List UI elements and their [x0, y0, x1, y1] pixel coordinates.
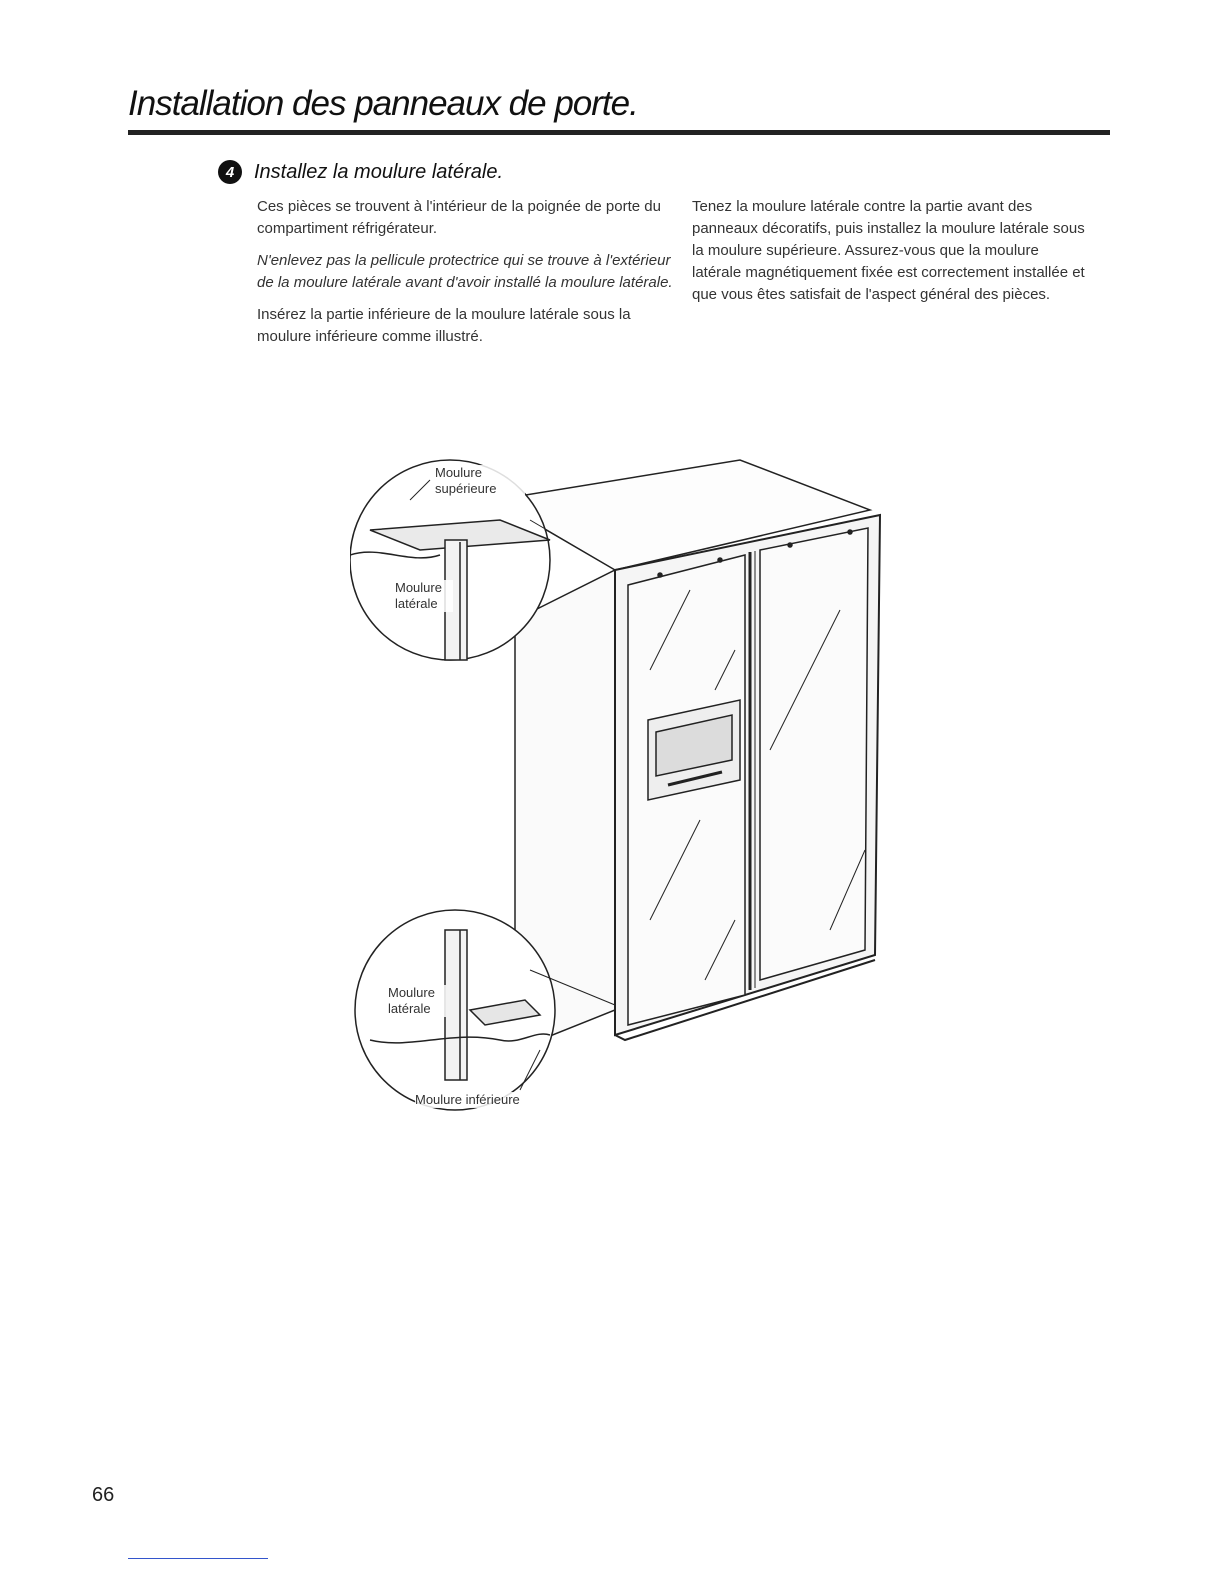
left-paragraph-2: Insérez la partie inférieure de la moulure latérale sous la moulure inférieure comme illustré. [257, 306, 631, 345]
label-side-molding-bottom: Moulure latérale [388, 985, 446, 1017]
step-title: Installez la moulure latérale. [254, 160, 504, 183]
step-heading [218, 160, 503, 184]
title-rule [128, 130, 1110, 135]
left-note: N'enlevez pas la pellicule protectrice qui se trouve à l'extérieur de la moulure latérale avant d'avoir installé la moulure latérale. [257, 252, 673, 291]
right-door [760, 528, 868, 980]
label-bottom-molding: Moulure inférieure [415, 1092, 545, 1108]
page-number: 66 [92, 1484, 115, 1506]
refrigerator-drawing [350, 450, 910, 1140]
footer-link-line [128, 1558, 268, 1559]
right-column [692, 196, 1092, 316]
left-column [257, 196, 677, 358]
left-paragraph-1: Ces pièces se trouvent à l'intérieur de la poignée de porte du compartiment réfrigérateur. [257, 198, 661, 237]
label-top-molding: Moulure supérieure [435, 465, 525, 497]
refrigerator-illustration [350, 450, 910, 1140]
step-number-badge: 4 [218, 160, 242, 184]
right-paragraph-1: Tenez la moulure latérale contre la partie avant des panneaux décoratifs, puis installez la moulure latérale sous la moulure supérieure. Assurez-vous que la moulure latérale magnétiquement fixée est correctement installée et que vous êtes satisfait de l'aspect général des pièces. [692, 198, 1085, 303]
label-side-molding-top: Moulure latérale [395, 580, 453, 612]
page-title: Installation des panneaux de porte. [128, 84, 638, 123]
